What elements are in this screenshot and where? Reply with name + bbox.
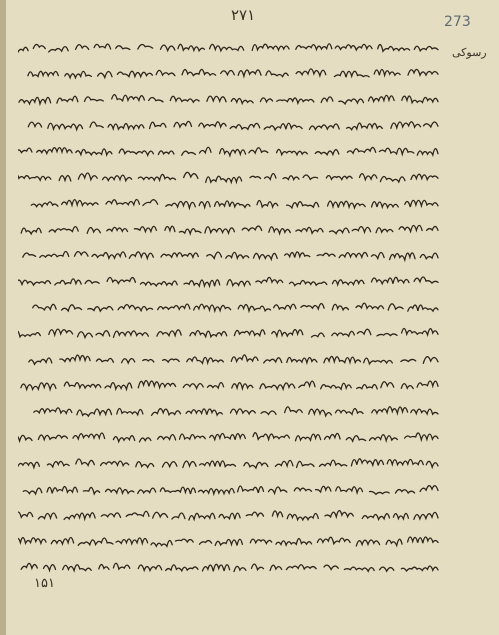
manuscript-line [18, 166, 442, 186]
manuscript-line [18, 192, 442, 212]
manuscript-body [18, 36, 442, 582]
manuscript-line [18, 348, 442, 368]
manuscript-line [18, 504, 442, 524]
manuscript-line [18, 296, 442, 316]
manuscript-line [18, 62, 442, 82]
page-number: ۲۷۱ [231, 6, 256, 24]
manuscript-line [18, 218, 442, 238]
folio-number: 273 [444, 14, 471, 30]
manuscript-line [18, 426, 442, 446]
manuscript-line [18, 400, 442, 420]
manuscript-line [18, 322, 442, 342]
manuscript-line [18, 36, 442, 56]
manuscript-line [18, 88, 442, 108]
manuscript-line [18, 244, 442, 264]
manuscript-line [18, 140, 442, 160]
manuscript-line [18, 374, 442, 394]
manuscript-line [18, 556, 442, 576]
manuscript-line [18, 270, 442, 290]
bottom-mark: ۱۵۱ [34, 576, 55, 591]
manuscript-line [18, 114, 442, 134]
margin-note: رسوکی [452, 46, 487, 59]
manuscript-line [18, 452, 442, 472]
manuscript-line [18, 530, 442, 550]
manuscript-line [18, 478, 442, 498]
